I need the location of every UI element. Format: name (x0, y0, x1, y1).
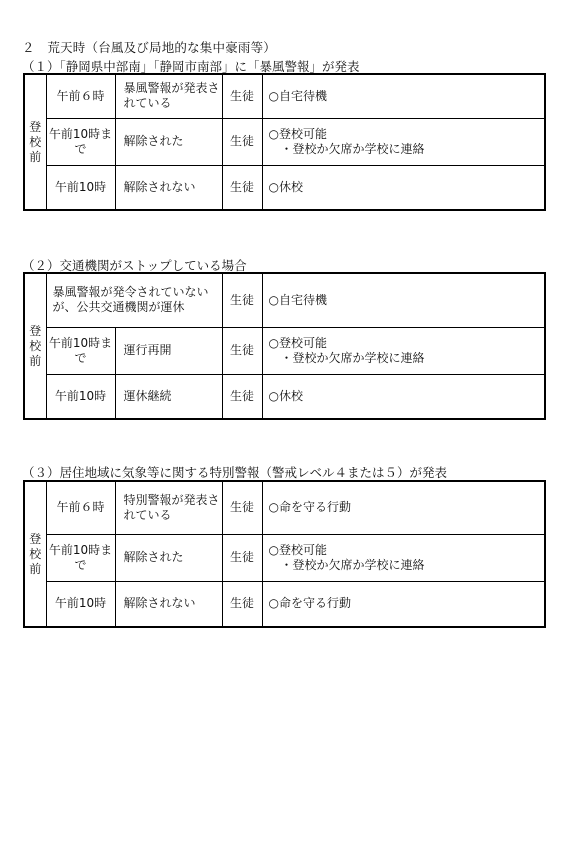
table-row (24, 74, 545, 118)
table-row (24, 118, 545, 165)
table-row (24, 481, 545, 534)
time-cell: 午前10時まで (46, 534, 115, 581)
side-label: 登 校 前 (24, 481, 46, 627)
section-1-title: （１）「静岡県中部南」「静岡市南部」に「暴風警報」が発表 (22, 59, 360, 74)
action-cell: ○休校 (262, 165, 545, 210)
who-cell: 生徒 (222, 327, 262, 374)
action-cell: ○自宅待機 (262, 273, 545, 327)
action-cell: ○自宅待機 (262, 74, 545, 118)
who-cell: 生徒 (222, 374, 262, 419)
time-cell: 午前10時まで (46, 118, 115, 165)
time-cell: 午前６時 (46, 481, 115, 534)
page-heading: ２ 荒天時（台風及び局地的な集中豪雨等） (22, 40, 277, 55)
who-cell: 生徒 (222, 74, 262, 118)
who-cell: 生徒 (222, 273, 262, 327)
action-cell: ○命を守る行動 (262, 481, 545, 534)
side-label: 登 校 前 (24, 74, 46, 210)
condition-cell: 解除された (115, 534, 222, 581)
action-cell (262, 534, 545, 581)
side-label: 登 校 前 (24, 273, 46, 419)
action-note: ・登校か欠席か学校に連絡 (280, 350, 425, 365)
condition-cell: 解除された (115, 118, 222, 165)
who-cell: 生徒 (222, 534, 262, 581)
action-note: ・登校か欠席か学校に連絡 (280, 557, 425, 572)
table-row (24, 581, 545, 627)
condition-cell: 暴風警報が発令されていないが、公共交通機関が運休 (46, 273, 222, 327)
action-note: ・登校か欠席か学校に連絡 (280, 141, 425, 156)
action-text: ○登校可能 (268, 126, 327, 141)
section-2-table (23, 272, 546, 420)
section-1-table (23, 73, 546, 211)
table-row (24, 273, 545, 327)
time-cell: 午前６時 (46, 74, 115, 118)
table-row (24, 327, 545, 374)
table-row (24, 534, 545, 581)
condition-cell: 解除されない (115, 581, 222, 627)
condition-cell: 運行再開 (115, 327, 222, 374)
condition-cell: 特別警報が発表されている (115, 481, 222, 534)
section-2-title: （２）交通機関がストップしている場合 (22, 258, 247, 273)
table-row (24, 374, 545, 419)
who-cell: 生徒 (222, 165, 262, 210)
action-text: ○登校可能 (268, 335, 327, 350)
section-3-table (23, 480, 546, 628)
who-cell: 生徒 (222, 481, 262, 534)
time-cell: 午前10時まで (46, 327, 115, 374)
time-cell: 午前10時 (46, 581, 115, 627)
condition-cell: 暴風警報が発表されている (115, 74, 222, 118)
action-cell (262, 118, 545, 165)
condition-cell: 運休継続 (115, 374, 222, 419)
who-cell: 生徒 (222, 581, 262, 627)
action-cell: ○休校 (262, 374, 545, 419)
action-text: ○登校可能 (268, 542, 327, 557)
action-cell: ○命を守る行動 (262, 581, 545, 627)
table-row (24, 165, 545, 210)
time-cell: 午前10時 (46, 374, 115, 419)
time-cell: 午前10時 (46, 165, 115, 210)
who-cell: 生徒 (222, 118, 262, 165)
condition-cell: 解除されない (115, 165, 222, 210)
section-3-title: （３）居住地域に気象等に関する特別警報（警戒レベル４または５）が発表 (22, 465, 448, 480)
action-cell (262, 327, 545, 374)
